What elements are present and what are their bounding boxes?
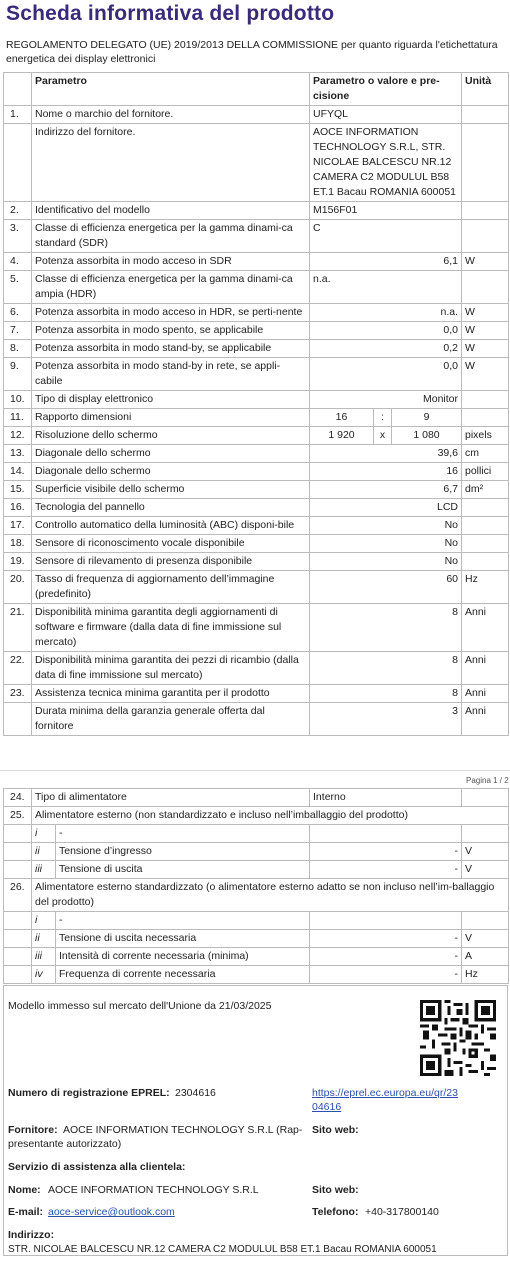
product-info-table: [3, 72, 509, 736]
table-row: 3. Classe di efficienza energetica per la gamma dinami-ca standard (SDR) C: [4, 220, 509, 253]
table-row: 20. Tasso di frequenza di aggiornamento dell’immagine (predefinito) 60 Hz: [4, 571, 509, 604]
table-row: 12. Risoluzione dello schermo 1 920 x 1 080 pixels: [4, 427, 509, 445]
power-supply-table: [3, 788, 509, 984]
eprel-value: 2304616: [175, 1087, 216, 1099]
table-row: 2. Identificativo del modello M156F01: [4, 202, 509, 220]
table-row: 22. Disponibilità minima garantita dei pezzi di ricambio (dalla data di fine immissione sul mercato) 8 Anni: [4, 652, 509, 685]
table-subrow: iii Tensione di uscita - V: [4, 861, 509, 879]
table-subrow: i -: [4, 912, 509, 930]
table-row: 6. Potenza assorbita in modo acceso in HDR, se perti-nente n.a. W: [4, 304, 509, 322]
table-subrow: i -: [4, 825, 509, 843]
supplier-value-cont: presentante autorizzato): [8, 1138, 122, 1150]
page-number: Pagina 1 / 2: [466, 776, 509, 785]
table-row: 13. Diagonale dello schermo 39,6 cm: [4, 445, 509, 463]
table-row: 25. Alimentatore esterno (non standardizzato e incluso nell’imballaggio del prodotto): [4, 807, 509, 825]
email-label: E-mail:: [8, 1206, 44, 1218]
eprel-link-cont[interactable]: 04616: [312, 1101, 342, 1113]
table-row: 8. Potenza assorbita in modo stand-by, se applicabile 0,2 W: [4, 340, 509, 358]
customer-service-label: Servizio di assistenza alla clientela:: [8, 1161, 186, 1173]
table-row: 26. Alimentatore esterno standardizzato (o alimentatore esterno adatto se non incluso nell’im-ballaggio del prodotto): [4, 879, 509, 912]
table-row: 14. Diagonale dello schermo 16 pollici: [4, 463, 509, 481]
table-subrow: ii Tensione di uscita necessaria - V: [4, 930, 509, 948]
table-row: 17. Controllo automatico della luminosità (ABC) disponi-bile No: [4, 517, 509, 535]
eprel-link[interactable]: https://eprel.ec.europa.eu/qr/23: [312, 1087, 458, 1099]
phone-label: Telefono:: [312, 1206, 359, 1218]
table-row: 19. Sensore di rilevamento di presenza disponibile No: [4, 553, 509, 571]
table-row: 1. Nome o marchio del fornitore. UFYQL: [4, 106, 509, 124]
name-label: Nome:: [8, 1184, 41, 1196]
table-row: 9. Potenza assorbita in modo stand-by in rete, se appli-cabile 0,0 W: [4, 358, 509, 391]
header-unit: Unità: [462, 73, 509, 106]
header-param: Parametro: [32, 73, 310, 106]
table-header-row: [4, 73, 509, 106]
table-subrow: iv Frequenza di corrente necessaria - Hz: [4, 966, 509, 984]
header-value: Parametro o valore e pre-cisione: [310, 73, 462, 106]
supplier-value: AOCE INFORMATION TECHNOLOGY S.R.L (Rap-: [63, 1124, 303, 1136]
page-title: Scheda informativa del prodotto: [6, 2, 335, 25]
table-row: 23. Assistenza tecnica minima garantita per il prodotto 8 Anni: [4, 685, 509, 703]
market-date: Modello immesso sul mercato dell'Unione da 21/03/2025: [8, 1000, 272, 1012]
table-row: 16. Tecnologia del pannello LCD: [4, 499, 509, 517]
supplier-website-label: Sito web:: [312, 1124, 359, 1136]
table-row: 21. Disponibilità minima garantita degli aggiornamenti di software e firmware (dalla data di fine immissione sul mercato) 8 Anni: [4, 604, 509, 652]
address-value: STR. NICOLAE BALCESCU NR.12 CAMERA C2 MODULUL B58 ET.1 Bacau ROMANIA 600051: [8, 1244, 437, 1255]
qr-code-icon[interactable]: [420, 1000, 496, 1076]
email-link[interactable]: aoce-service@outlook.com: [48, 1206, 175, 1218]
table-row: 18. Sensore di riconoscimento vocale disponibile No: [4, 535, 509, 553]
table-row: 10. Tipo di display elettronico Monitor: [4, 391, 509, 409]
table-subrow: ii Tensione d’ingresso - V: [4, 843, 509, 861]
table-row: 5. Classe di efficienza energetica per la gamma dinami-ca ampia (HDR) n.a.: [4, 271, 509, 304]
table-row: Durata minima della garanzia generale offerta dal fornitore 3 Anni: [4, 703, 509, 736]
table-row: 24. Tipo di alimentatore Interno: [4, 789, 509, 807]
address-label: Indirizzo:: [8, 1229, 55, 1241]
name-value: AOCE INFORMATION TECHNOLOGY S.R.L: [48, 1184, 259, 1196]
table-row: 11. Rapporto dimensioni 16 : 9: [4, 409, 509, 427]
supplier-label: Fornitore:: [8, 1124, 58, 1136]
table-row: 7. Potenza assorbita in modo spento, se applicabile 0,0 W: [4, 322, 509, 340]
service-website-label: Sito web:: [312, 1184, 359, 1196]
table-row: 15. Superficie visibile dello schermo 6,7 dm²: [4, 481, 509, 499]
regulation-subtitle: REGOLAMENTO DELEGATO (UE) 2019/2013 DELLA COMMISSIONE per quanto riguarda l'etichettatura energetica dei display elettronici: [6, 39, 498, 65]
table-subrow: iii Intensità di corrente necessaria (minima) - A: [4, 948, 509, 966]
table-row: Indirizzo del fornitore. AOCE INFORMATION TECHNOLOGY S.R.L, STR. NICOLAE BALCESCU NR.12 CAMERA C2 MODULUL B58 ET.1 Bacau ROMANIA 600051: [4, 124, 509, 202]
eprel-label: Numero di registrazione EPREL:: [8, 1087, 170, 1099]
table-row: 4. Potenza assorbita in modo acceso in SDR 6,1 W: [4, 253, 509, 271]
page-divider: [0, 770, 510, 771]
phone-value: +40-317800140: [365, 1206, 439, 1218]
